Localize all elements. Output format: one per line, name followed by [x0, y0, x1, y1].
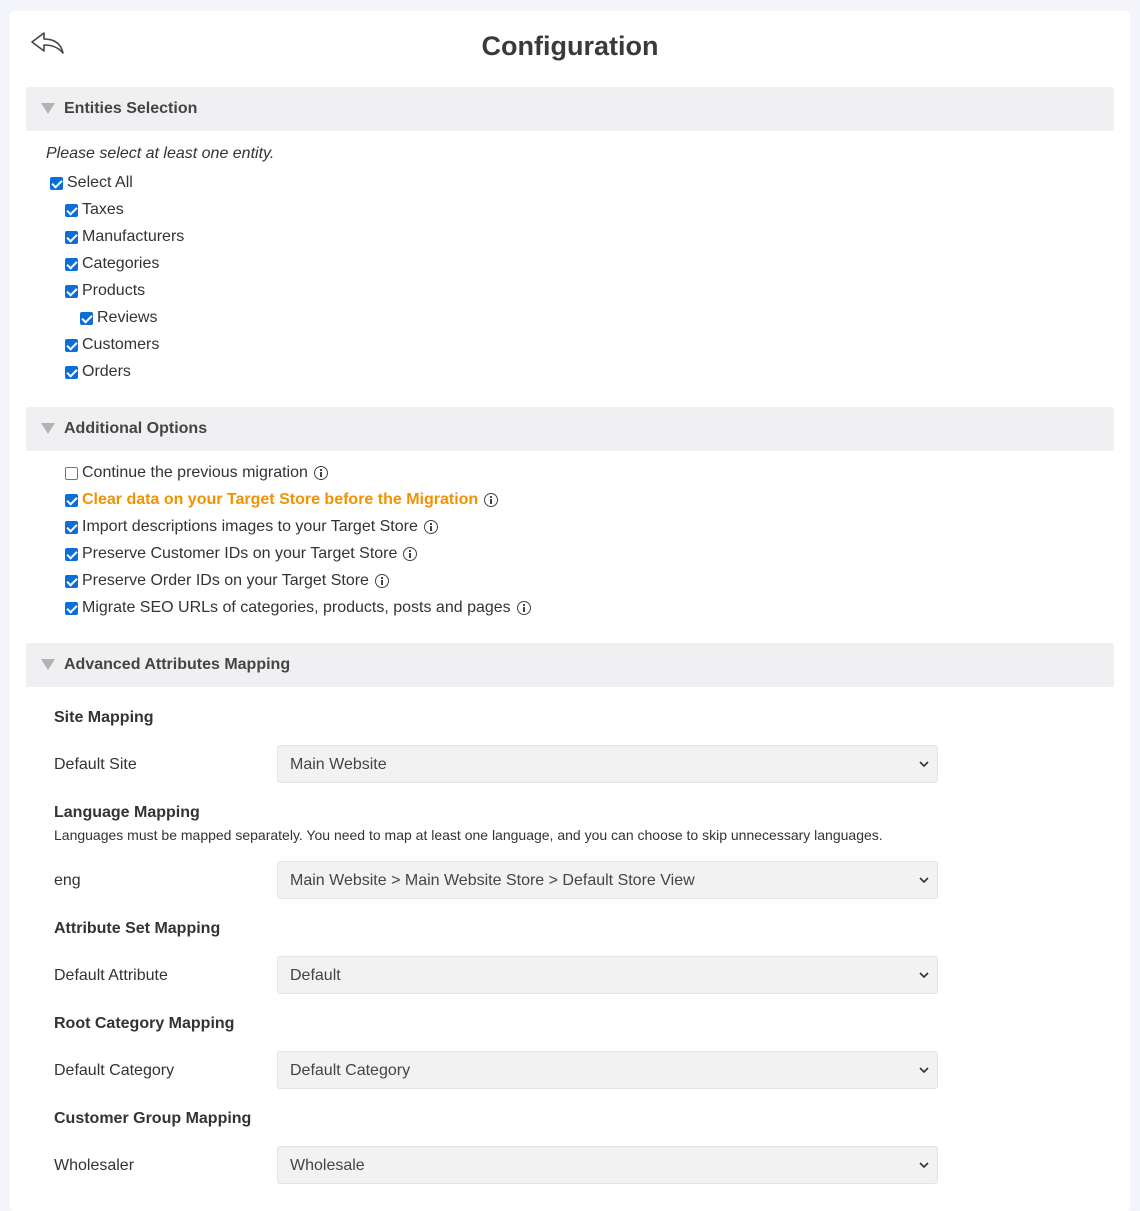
entities-hint: Please select at least one entity. — [46, 145, 275, 162]
section-title: Additional Options — [64, 420, 208, 437]
default-category-select[interactable] — [277, 1051, 938, 1089]
info-icon[interactable] — [517, 601, 531, 615]
checkbox-label[interactable]: Orders — [82, 363, 131, 380]
entity-products[interactable] — [65, 281, 145, 301]
checkbox-label[interactable]: Migrate SEO URLs of categories, products, posts and pages — [82, 599, 511, 616]
checkbox-label[interactable]: Reviews — [97, 309, 158, 326]
clear-data-checkbox[interactable] — [65, 494, 78, 507]
option-migrate-seo-urls[interactable] — [65, 598, 531, 618]
checkbox-label[interactable]: Preserve Order IDs on your Target Store — [82, 572, 369, 589]
root-category-mapping-heading: Root Category Mapping — [54, 1015, 235, 1032]
entity-categories[interactable] — [65, 254, 159, 274]
language-mapping-note: Languages must be mapped separately. You need to map at least one language, and you can choose to skip unnecessary languages. — [54, 827, 883, 843]
info-icon[interactable] — [314, 466, 328, 480]
checkbox-label[interactable]: Taxes — [82, 201, 124, 218]
products-checkbox[interactable] — [65, 285, 78, 298]
preserve-customer-ids-checkbox[interactable] — [65, 548, 78, 561]
default-attribute-select[interactable] — [277, 956, 938, 994]
entity-taxes[interactable] — [65, 200, 124, 220]
chevron-down-icon — [919, 970, 929, 980]
import-images-checkbox[interactable] — [65, 521, 78, 534]
collapse-triangle-icon — [41, 659, 55, 670]
attribute-set-mapping-heading: Attribute Set Mapping — [54, 920, 221, 937]
entity-orders[interactable] — [65, 362, 131, 382]
entity-manufacturers[interactable] — [65, 227, 184, 247]
info-icon[interactable] — [375, 574, 389, 588]
checkbox-label[interactable]: Import descriptions images to your Target Store — [82, 518, 418, 535]
orders-checkbox[interactable] — [65, 366, 78, 379]
page-title: Configuration — [481, 31, 659, 61]
wholesaler-select[interactable] — [277, 1146, 938, 1184]
language-mapping-heading: Language Mapping — [54, 804, 200, 821]
select-all-checkbox[interactable] — [50, 177, 63, 190]
checkbox-label[interactable]: Continue the previous migration — [82, 464, 308, 481]
chevron-down-icon — [919, 1065, 929, 1075]
default-category-label: Default Category — [54, 1062, 175, 1079]
checkbox-label[interactable]: Categories — [82, 255, 160, 272]
wholesaler-label: Wholesaler — [54, 1157, 135, 1174]
section-title: Advanced Attributes Mapping — [64, 656, 291, 673]
entity-select-all[interactable] — [50, 173, 133, 193]
select-value: Main Website — [290, 756, 387, 773]
categories-checkbox[interactable] — [65, 258, 78, 271]
info-icon[interactable] — [424, 520, 438, 534]
taxes-checkbox[interactable] — [65, 204, 78, 217]
manufacturers-checkbox[interactable] — [65, 231, 78, 244]
chevron-down-icon — [919, 875, 929, 885]
chevron-down-icon — [919, 759, 929, 769]
checkbox-label[interactable]: Products — [82, 282, 146, 299]
checkbox-label[interactable]: Select All — [67, 174, 133, 191]
select-value: Wholesale — [290, 1157, 365, 1174]
default-attribute-label: Default Attribute — [54, 967, 168, 984]
option-preserve-customer-ids[interactable] — [65, 544, 417, 564]
configuration-panel — [10, 11, 1130, 1211]
entity-reviews[interactable] — [80, 308, 157, 328]
migrate-seo-urls-checkbox[interactable] — [65, 602, 78, 615]
language-eng-label: eng — [54, 872, 81, 889]
option-clear-data[interactable] — [65, 490, 498, 510]
checkbox-label[interactable]: Clear data on your Target Store before the Migration — [82, 491, 479, 508]
select-value: Main Website > Main Website Store > Default Store View — [290, 872, 695, 889]
option-continue-migration[interactable] — [65, 463, 328, 483]
language-eng-select[interactable] — [277, 861, 938, 899]
section-header-options[interactable] — [26, 407, 1114, 451]
select-value: Default — [290, 967, 341, 984]
chevron-down-icon — [919, 1160, 929, 1170]
site-mapping-heading: Site Mapping — [54, 709, 154, 726]
default-site-label: Default Site — [54, 756, 137, 773]
customers-checkbox[interactable] — [65, 339, 78, 352]
select-value: Default Category — [290, 1062, 411, 1079]
option-import-images[interactable] — [65, 517, 438, 537]
section-header-entities[interactable] — [26, 87, 1114, 131]
default-site-select[interactable] — [277, 745, 938, 783]
section-header-mapping[interactable] — [26, 643, 1114, 687]
collapse-triangle-icon — [41, 423, 55, 434]
info-icon[interactable] — [484, 493, 498, 507]
section-title: Entities Selection — [64, 100, 198, 117]
reviews-checkbox[interactable] — [80, 312, 93, 325]
customer-group-mapping-heading: Customer Group Mapping — [54, 1110, 252, 1127]
checkbox-label[interactable]: Customers — [82, 336, 160, 353]
option-preserve-order-ids[interactable] — [65, 571, 389, 591]
checkbox-label[interactable]: Manufacturers — [82, 228, 185, 245]
collapse-triangle-icon — [41, 103, 55, 114]
entity-customers[interactable] — [65, 335, 159, 355]
info-icon[interactable] — [403, 547, 417, 561]
checkbox-label[interactable]: Preserve Customer IDs on your Target Store — [82, 545, 398, 562]
preserve-order-ids-checkbox[interactable] — [65, 575, 78, 588]
continue-migration-checkbox[interactable] — [65, 467, 78, 480]
